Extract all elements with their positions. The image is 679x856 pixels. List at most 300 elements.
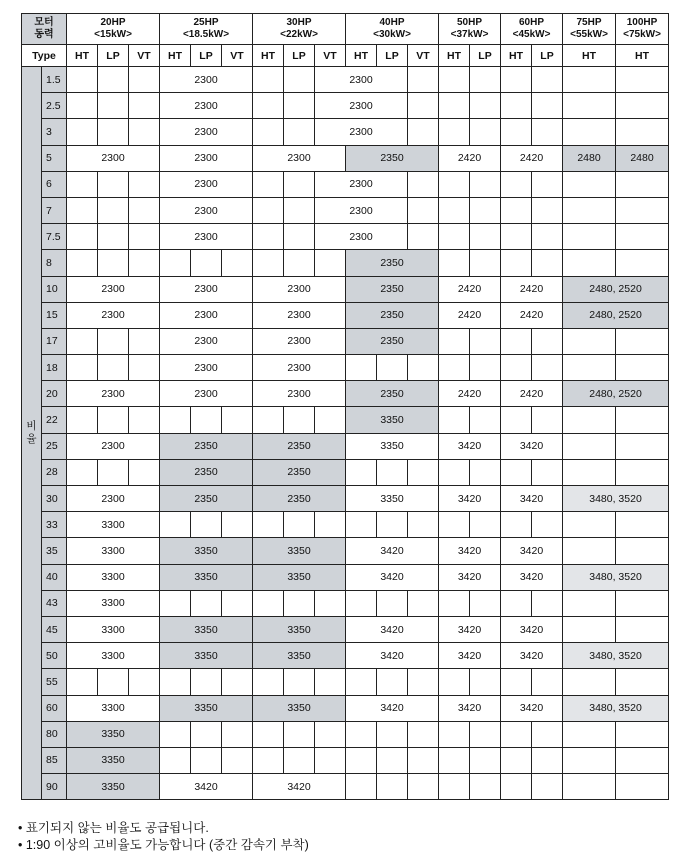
price-cell: 3350 <box>346 486 439 512</box>
empty-cell <box>253 119 284 145</box>
empty-cell <box>470 119 501 145</box>
table-row <box>22 355 669 381</box>
empty-cell <box>67 197 98 223</box>
ratio-cell: 6 <box>42 171 67 197</box>
price-cell: 3420 <box>439 433 501 459</box>
empty-cell <box>377 721 408 747</box>
empty-cell <box>439 669 470 695</box>
empty-cell <box>284 171 315 197</box>
empty-cell <box>408 669 439 695</box>
type-header: HT <box>346 45 377 67</box>
price-cell: 2350 <box>346 381 439 407</box>
empty-cell <box>222 747 253 773</box>
price-cell: 3420 <box>439 486 501 512</box>
empty-cell <box>470 721 501 747</box>
price-cell: 2300 <box>160 328 253 354</box>
empty-cell <box>470 197 501 223</box>
price-cell: 2300 <box>315 224 408 250</box>
motor-header <box>346 14 439 45</box>
price-cell: 2300 <box>253 381 346 407</box>
type-header: VT <box>129 45 160 67</box>
table-row <box>22 774 669 800</box>
price-cell: 3350 <box>253 564 346 590</box>
empty-cell <box>439 355 470 381</box>
ratio-cell: 80 <box>42 721 67 747</box>
empty-cell <box>191 590 222 616</box>
table-row <box>22 643 669 669</box>
empty-cell <box>501 669 532 695</box>
empty-cell <box>470 224 501 250</box>
empty-cell <box>563 355 616 381</box>
empty-cell <box>284 67 315 93</box>
empty-cell <box>616 669 669 695</box>
table-row <box>22 119 669 145</box>
motor-hp: 75HP <box>576 17 602 28</box>
empty-cell <box>67 407 98 433</box>
empty-cell <box>532 67 563 93</box>
empty-cell <box>160 669 191 695</box>
empty-cell <box>532 590 563 616</box>
empty-cell <box>98 328 129 354</box>
table-row <box>22 250 669 276</box>
empty-cell <box>439 119 470 145</box>
empty-cell <box>67 355 98 381</box>
empty-cell <box>563 616 616 642</box>
price-cell: 3350 <box>346 433 439 459</box>
empty-cell <box>253 590 284 616</box>
empty-cell <box>616 721 669 747</box>
empty-cell <box>408 721 439 747</box>
table-row <box>22 538 669 564</box>
empty-cell <box>501 407 532 433</box>
empty-cell <box>439 171 470 197</box>
price-cell: 2300 <box>67 433 160 459</box>
empty-cell <box>563 407 616 433</box>
motor-hp: 25HP <box>193 17 219 28</box>
empty-cell <box>408 355 439 381</box>
type-header: LP <box>191 45 222 67</box>
motor-header <box>501 14 563 45</box>
price-cell: 3350 <box>160 538 253 564</box>
price-cell: 3420 <box>501 616 563 642</box>
price-cell: 2350 <box>346 145 439 171</box>
empty-cell <box>616 328 669 354</box>
empty-cell <box>532 407 563 433</box>
price-cell: 2300 <box>67 302 160 328</box>
empty-cell <box>501 171 532 197</box>
empty-cell <box>346 721 377 747</box>
empty-cell <box>532 171 563 197</box>
empty-cell <box>563 512 616 538</box>
ratio-cell: 40 <box>42 564 67 590</box>
table-row <box>22 145 669 171</box>
price-cell: 2300 <box>315 171 408 197</box>
empty-cell <box>67 67 98 93</box>
price-cell: 2300 <box>315 93 408 119</box>
motor-kw: <30kW> <box>373 29 411 40</box>
ratio-cell: 20 <box>42 381 67 407</box>
empty-cell <box>501 328 532 354</box>
empty-cell <box>563 250 616 276</box>
empty-cell <box>563 171 616 197</box>
ratio-cell: 30 <box>42 486 67 512</box>
motor-header <box>67 14 160 45</box>
empty-cell <box>616 459 669 485</box>
price-cell: 3300 <box>67 616 160 642</box>
empty-cell <box>160 250 191 276</box>
empty-cell <box>501 747 532 773</box>
empty-cell <box>616 355 669 381</box>
price-cell: 2420 <box>439 276 501 302</box>
price-cell: 3350 <box>67 774 160 800</box>
empty-cell <box>160 590 191 616</box>
empty-cell <box>408 67 439 93</box>
empty-cell <box>470 328 501 354</box>
ratio-cell: 1.5 <box>42 67 67 93</box>
empty-cell <box>377 512 408 538</box>
empty-cell <box>284 747 315 773</box>
empty-cell <box>439 93 470 119</box>
empty-cell <box>315 250 346 276</box>
price-cell: 3420 <box>501 538 563 564</box>
empty-cell <box>563 774 616 800</box>
ratio-cell: 43 <box>42 590 67 616</box>
empty-cell <box>563 747 616 773</box>
price-cell: 2480 <box>563 145 616 171</box>
empty-cell <box>129 67 160 93</box>
empty-cell <box>67 669 98 695</box>
price-cell: 2420 <box>501 276 563 302</box>
empty-cell <box>253 747 284 773</box>
price-cell: 2300 <box>160 302 253 328</box>
motor-kw: <75kW> <box>623 29 661 40</box>
empty-cell <box>616 616 669 642</box>
price-cell: 2300 <box>67 276 160 302</box>
ratio-cell: 50 <box>42 643 67 669</box>
motor-header-row <box>22 14 669 45</box>
footnote: • 1:90 이상의 고비율도 가능합니다 (중간 감속기 부착) <box>18 838 309 852</box>
table-row <box>22 695 669 721</box>
empty-cell <box>408 93 439 119</box>
ratio-cell: 7 <box>42 197 67 223</box>
price-cell: 2480, 2520 <box>563 276 669 302</box>
table-row <box>22 512 669 538</box>
price-cell: 2350 <box>253 459 346 485</box>
empty-cell <box>563 224 616 250</box>
empty-cell <box>191 747 222 773</box>
type-header: LP <box>98 45 129 67</box>
empty-cell <box>98 93 129 119</box>
empty-cell <box>616 119 669 145</box>
empty-cell <box>563 93 616 119</box>
empty-cell <box>253 669 284 695</box>
empty-cell <box>408 171 439 197</box>
footnote: • 표기되지 않는 비율도 공급됩니다. <box>18 821 209 835</box>
type-header: HT <box>501 45 532 67</box>
price-cell: 3300 <box>67 643 160 669</box>
empty-cell <box>284 224 315 250</box>
price-cell: 3420 <box>501 695 563 721</box>
price-cell: 3420 <box>439 643 501 669</box>
price-cell: 2300 <box>253 276 346 302</box>
empty-cell <box>501 197 532 223</box>
empty-cell <box>253 224 284 250</box>
empty-cell <box>501 224 532 250</box>
empty-cell <box>532 119 563 145</box>
price-cell: 2300 <box>315 119 408 145</box>
price-cell: 2300 <box>67 381 160 407</box>
empty-cell <box>616 590 669 616</box>
empty-cell <box>439 721 470 747</box>
empty-cell <box>67 224 98 250</box>
price-cell: 2480, 2520 <box>563 381 669 407</box>
table-row <box>22 747 669 773</box>
empty-cell <box>67 93 98 119</box>
price-cell: 2300 <box>253 328 346 354</box>
empty-cell <box>129 459 160 485</box>
price-cell: 3350 <box>253 616 346 642</box>
empty-cell <box>315 721 346 747</box>
empty-cell <box>532 747 563 773</box>
empty-cell <box>439 512 470 538</box>
type-header: LP <box>284 45 315 67</box>
empty-cell <box>67 250 98 276</box>
empty-cell <box>98 224 129 250</box>
empty-cell <box>98 119 129 145</box>
price-cell: 3350 <box>67 747 160 773</box>
price-cell: 3480, 3520 <box>563 486 669 512</box>
table-row <box>22 486 669 512</box>
price-cell: 3420 <box>439 616 501 642</box>
empty-cell <box>315 512 346 538</box>
empty-cell <box>253 171 284 197</box>
type-header: HT <box>160 45 191 67</box>
price-cell: 2300 <box>160 355 253 381</box>
empty-cell <box>284 590 315 616</box>
price-cell: 3300 <box>67 590 160 616</box>
empty-cell <box>315 747 346 773</box>
price-cell: 3420 <box>501 564 563 590</box>
empty-cell <box>563 67 616 93</box>
type-header: HT <box>563 45 616 67</box>
empty-cell <box>160 721 191 747</box>
ratio-cell: 45 <box>42 616 67 642</box>
empty-cell <box>616 512 669 538</box>
price-cell: 3350 <box>160 643 253 669</box>
empty-cell <box>67 459 98 485</box>
price-cell: 3350 <box>253 538 346 564</box>
empty-cell <box>222 721 253 747</box>
empty-cell <box>408 119 439 145</box>
price-cell: 2300 <box>160 67 253 93</box>
empty-cell <box>191 669 222 695</box>
ratio-cell: 22 <box>42 407 67 433</box>
empty-cell <box>439 407 470 433</box>
empty-cell <box>377 590 408 616</box>
table-row <box>22 381 669 407</box>
empty-cell <box>346 774 377 800</box>
price-cell: 3350 <box>253 643 346 669</box>
type-header: HT <box>253 45 284 67</box>
price-cell: 2350 <box>346 328 439 354</box>
empty-cell <box>98 67 129 93</box>
empty-cell <box>532 250 563 276</box>
price-cell: 2300 <box>160 224 253 250</box>
empty-cell <box>253 407 284 433</box>
empty-cell <box>253 197 284 223</box>
empty-cell <box>563 721 616 747</box>
empty-cell <box>470 590 501 616</box>
type-header: LP <box>532 45 563 67</box>
price-cell: 3300 <box>67 695 160 721</box>
empty-cell <box>501 459 532 485</box>
price-cell: 3300 <box>67 512 160 538</box>
type-header-row <box>22 45 669 67</box>
price-cell: 3420 <box>346 643 439 669</box>
table-row <box>22 669 669 695</box>
price-cell: 2300 <box>160 119 253 145</box>
motor-hp: 40HP <box>379 17 405 28</box>
empty-cell <box>532 774 563 800</box>
motor-header <box>253 14 346 45</box>
empty-cell <box>501 67 532 93</box>
price-cell: 3420 <box>346 564 439 590</box>
price-cell: 3420 <box>160 774 253 800</box>
ratio-cell: 33 <box>42 512 67 538</box>
ratio-cell: 85 <box>42 747 67 773</box>
empty-cell <box>346 669 377 695</box>
price-cell: 2420 <box>439 302 501 328</box>
empty-cell <box>67 171 98 197</box>
type-header: HT <box>439 45 470 67</box>
empty-cell <box>408 224 439 250</box>
empty-cell <box>563 590 616 616</box>
empty-cell <box>439 747 470 773</box>
price-cell: 2420 <box>439 145 501 171</box>
empty-cell <box>129 93 160 119</box>
empty-cell <box>222 669 253 695</box>
empty-cell <box>98 197 129 223</box>
price-cell: 3420 <box>346 616 439 642</box>
empty-cell <box>532 197 563 223</box>
price-cell: 2300 <box>160 171 253 197</box>
motor-hp: 20HP <box>100 17 126 28</box>
ratio-cell: 55 <box>42 669 67 695</box>
type-label: Type <box>22 45 67 67</box>
empty-cell <box>616 407 669 433</box>
empty-cell <box>129 171 160 197</box>
price-cell: 3300 <box>67 538 160 564</box>
empty-cell <box>501 512 532 538</box>
price-cell: 2350 <box>160 486 253 512</box>
empty-cell <box>284 93 315 119</box>
empty-cell <box>160 747 191 773</box>
ratio-cell: 90 <box>42 774 67 800</box>
empty-cell <box>532 721 563 747</box>
price-cell: 2300 <box>253 355 346 381</box>
motor-kw: <15kW> <box>94 29 132 40</box>
empty-cell <box>501 93 532 119</box>
empty-cell <box>129 224 160 250</box>
empty-cell <box>191 721 222 747</box>
empty-cell <box>222 250 253 276</box>
motor-kw: <55kW> <box>570 29 608 40</box>
motor-hp: 60HP <box>519 17 545 28</box>
price-cell: 3480, 3520 <box>563 643 669 669</box>
table-row <box>22 459 669 485</box>
empty-cell <box>129 355 160 381</box>
price-cell: 2420 <box>501 145 563 171</box>
empty-cell <box>129 119 160 145</box>
ratio-cell: 5 <box>42 145 67 171</box>
empty-cell <box>563 197 616 223</box>
empty-cell <box>616 197 669 223</box>
ratio-cell: 60 <box>42 695 67 721</box>
motor-kw: <22kW> <box>280 29 318 40</box>
empty-cell <box>563 538 616 564</box>
empty-cell <box>253 250 284 276</box>
empty-cell <box>408 774 439 800</box>
empty-cell <box>222 407 253 433</box>
empty-cell <box>439 328 470 354</box>
empty-cell <box>98 355 129 381</box>
empty-cell <box>315 407 346 433</box>
empty-cell <box>377 669 408 695</box>
empty-cell <box>470 512 501 538</box>
empty-cell <box>616 93 669 119</box>
table-row <box>22 224 669 250</box>
empty-cell <box>191 407 222 433</box>
price-cell: 3420 <box>439 695 501 721</box>
corner-label: 모터 동력 <box>34 17 54 40</box>
table-row <box>22 328 669 354</box>
empty-cell <box>501 355 532 381</box>
price-cell: 2350 <box>253 433 346 459</box>
price-cell: 2480 <box>616 145 669 171</box>
empty-cell <box>284 197 315 223</box>
ratio-cell: 15 <box>42 302 67 328</box>
empty-cell <box>616 224 669 250</box>
footnotes <box>18 820 309 854</box>
empty-cell <box>532 459 563 485</box>
ratio-cell: 18 <box>42 355 67 381</box>
ratio-cell: 28 <box>42 459 67 485</box>
price-cell: 3350 <box>346 407 439 433</box>
empty-cell <box>129 407 160 433</box>
empty-cell <box>129 669 160 695</box>
empty-cell <box>284 721 315 747</box>
ratio-cell: 2.5 <box>42 93 67 119</box>
empty-cell <box>563 328 616 354</box>
type-header: VT <box>408 45 439 67</box>
empty-cell <box>98 459 129 485</box>
ratio-cell: 8 <box>42 250 67 276</box>
motor-header <box>563 14 616 45</box>
type-header: HT <box>67 45 98 67</box>
empty-cell <box>616 171 669 197</box>
empty-cell <box>222 590 253 616</box>
price-cell: 2420 <box>439 381 501 407</box>
price-cell: 2300 <box>315 197 408 223</box>
table-row <box>22 302 669 328</box>
motor-kw: <45kW> <box>512 29 551 40</box>
table-row <box>22 433 669 459</box>
empty-cell <box>377 774 408 800</box>
type-header: VT <box>315 45 346 67</box>
empty-cell <box>408 590 439 616</box>
empty-cell <box>501 590 532 616</box>
price-cell: 3420 <box>346 538 439 564</box>
